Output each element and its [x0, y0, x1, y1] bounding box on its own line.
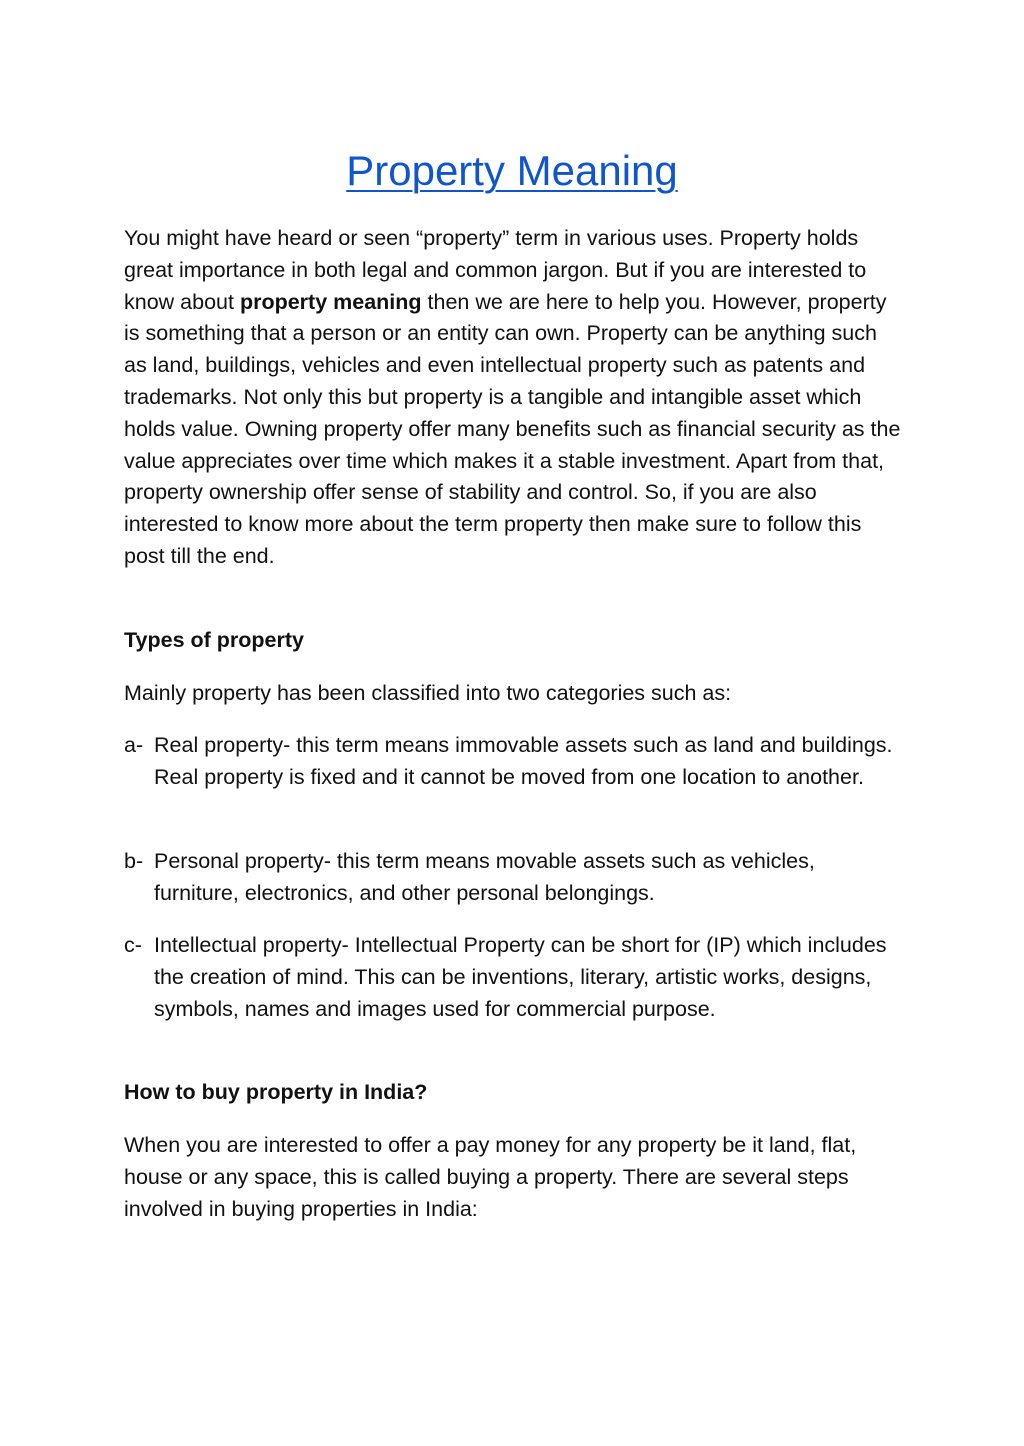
title-container — [124, 143, 900, 199]
list-marker: c- — [124, 933, 142, 957]
list-item-text: Real property- this term means immovable assets such as land and buildings. Real property is fixed and it cannot be moved from one location to another. — [154, 733, 893, 789]
intro-text-before: You might have heard or seen “property” term in various uses. Property holds great importance in both legal and common jargon. But if you are interested to know about — [124, 226, 867, 314]
buy-heading: How to buy property in India? — [124, 1080, 428, 1104]
list-marker: a- — [124, 733, 144, 757]
types-heading: Types of property — [124, 628, 304, 652]
intro-text-after: then we are here to help you. However, property is something that a person or an entity can own. Property can be anything such as land, buildings, vehicles and even intellectual property such as patents and trademarks. Not only this but property is a tangible and intangible asset which holds value. Owning property offer many benefits such as financial security as the value appreciates over time which makes it a stable investment. Apart from that, property ownership offer sense of stability and control. So, if you are also interested to know more about the term property then make sure to follow this post till the end. — [124, 289, 901, 568]
intro-paragraph — [124, 223, 904, 573]
list-item-text: Intellectual property- Intellectual Property can be short for (IP) which includes the creation of mind. This can be inventions, literary, artistic works, designs, symbols, names and images used for commercial purpose. — [154, 933, 887, 1021]
list-item-text: Personal property- this term means movable assets such as vehicles, furniture, electronics, and other personal belongings. — [154, 849, 815, 905]
list-item-personal-property — [124, 846, 904, 910]
intro-bold-term: property meaning — [239, 289, 422, 314]
list-item-intellectual-property — [124, 930, 904, 1025]
buy-paragraph: When you are interested to offer a pay money for any property be it land, flat, house or any space, this is called buying a property. There are several steps involved in buying properties in India: — [124, 1133, 857, 1221]
types-intro-paragraph: Mainly property has been classified into two categories such as: — [124, 681, 732, 705]
list-marker: b- — [124, 849, 144, 873]
page-title-link[interactable]: Property Meaning — [346, 147, 678, 194]
list-item-real-property — [124, 730, 904, 794]
